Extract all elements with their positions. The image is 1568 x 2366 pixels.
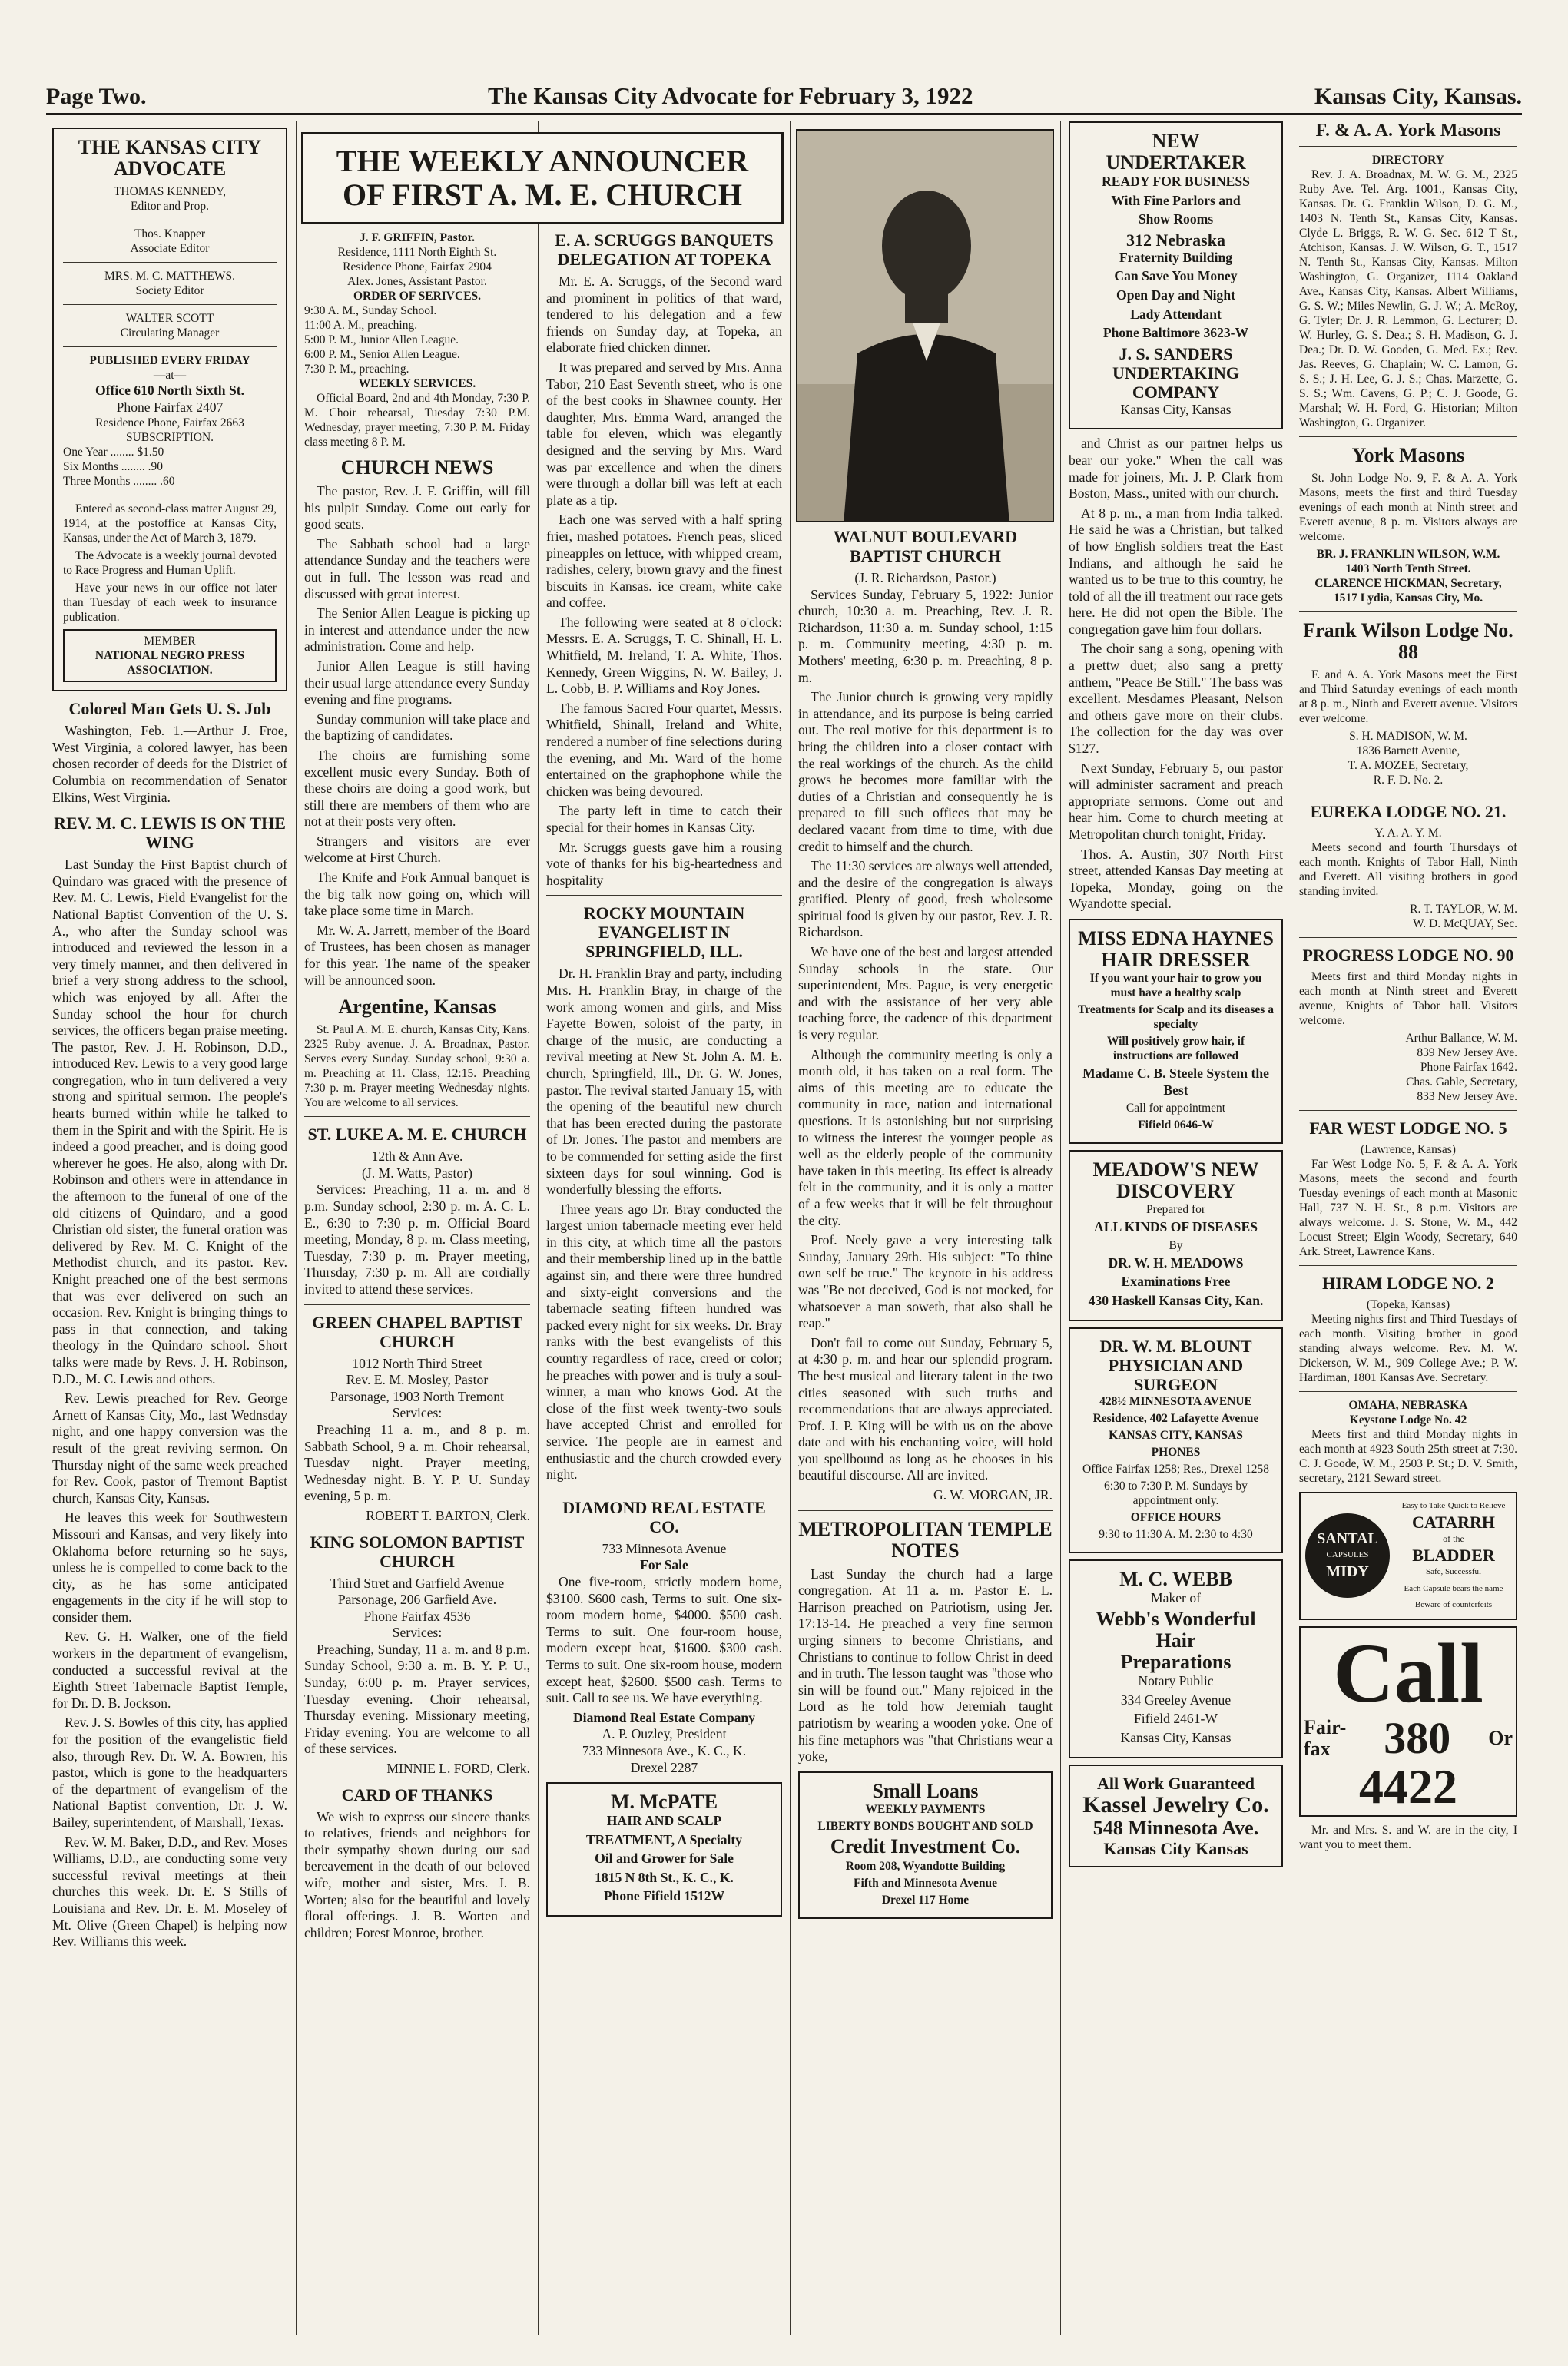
ad-line: Open Day and Night	[1116, 287, 1235, 303]
article-body: Preaching 11 a. m., and 8 p. m. Sabbath School, 9 a. m. Choir rehearsal, Tuesday night. Prayer meeting, Wednesday night. B. Y. P. U. Sunday evening, 5 p. m.	[304, 1421, 530, 1504]
ad-line: Kansas City Kansas	[1103, 1838, 1248, 1858]
ad-line: With Fine Parlors and	[1111, 192, 1241, 208]
exchange-line: Fair-	[1304, 1715, 1347, 1738]
article-paragraph: Junior Allen League is still having their usual large attendance every Sunday evening and fine programs.	[304, 658, 530, 707]
lodge-officer: T. A. MOZEE, Secretary,	[1348, 758, 1469, 772]
phone-number: 4422	[1359, 1758, 1457, 1814]
ad-line: 334 Greeley Avenue	[1120, 1692, 1232, 1708]
lodge-text: F. and A. A. York Masons meet the First and Third Saturday evenings of each month at 8 p. m., Ninth and Everett avenue. Visitors ever welcome.	[1299, 668, 1517, 725]
paper-location: Kansas City, Kansas.	[1314, 84, 1522, 109]
services-label: Services:	[392, 1405, 443, 1421]
ad-headline: DIAMOND REAL ESTATE CO.	[562, 1497, 766, 1536]
call-exchange	[1304, 1717, 1346, 1760]
announcer-banner	[301, 132, 784, 224]
lodge-officer: 1517 Lydia, Kansas City, Mo.	[1333, 591, 1483, 605]
phone-number: 380	[1384, 1712, 1451, 1763]
section-headline: F. & A. A. York Masons	[1315, 121, 1501, 141]
member-label: MEMBER	[144, 635, 196, 648]
ad-line: ALL KINDS OF DISEASES	[1094, 1219, 1258, 1235]
lodge-text: St. John Lodge No. 9, F. & A. A. York Masons, meets the first and third Tuesday evenings of each month at Ninth street and Everett avenue, 8 p. m. Visitors always are welcome.	[1299, 471, 1517, 543]
ad-line: 428½ MINNESOTA AVENUE	[1099, 1394, 1252, 1408]
article-paragraph: The following were seated at 8 o'clock: Messrs. E. A. Scruggs, T. C. Shinall, H. L. Whitfield, M. Ireland, T. A. White, Thos. Kennedy, Green Wiggins, N. W. Bailey, J. L. Cobb, B. P. Williams and Roy Jones.	[546, 614, 782, 697]
press-association-name: NATIONAL NEGRO PRESS ASSOCIATION.	[94, 649, 245, 678]
blount-ad	[1069, 1327, 1283, 1553]
clerk-signature: ROBERT T. BARTON, Clerk.	[366, 1507, 530, 1523]
article-paragraph: At 8 p. m., a man from India talked. He said he was a Christian, but talked of how English soldiers treat the East Indians, and although he said he wanted us to be true to this country, he told of all the ill treatment our race gets here. He did not open the Bible. The congregation gave him four dollars.	[1069, 505, 1283, 637]
article-headline: E. A. SCRUGGS BANQUETS DELEGATION AT TOPEKA	[555, 230, 774, 269]
weekly-services: Official Board, 2nd and 4th Monday, 7:30 P. M. Choir rehearsal, Tuesday 7:30 P.M. Wednesday, prayer meeting, 7:30 P. M. Friday class meeting 8 P. M.	[304, 392, 530, 449]
lodge-text: Far West Lodge No. 5, F. & A. A. York Masons, meets the second and fourth Tuesday evenings of each month at Masonic Hall, 737 N. H. St., 8 p.m. Visitors are always welcome. J. S. Stone, W. M., 442 Locust Street; Elgin Woody, Secretary, 640 Ark. Street, Lawrence Kans.	[1299, 1157, 1517, 1258]
article-paragraph: The Senior Allen League is picking up in interest and attendance under the new administration. Come and help.	[304, 605, 530, 654]
article-paragraph: Don't fail to come out Sunday, February 5, at 4:30 p. m. and hear our splendid program. The best musical and literary talent in the two cities seasoned with such truths and recommendations that are always appreciated. Prof. J. P. King will be with us on the above date and with his enchanting voice, will hold you spellbound as long as he chooses in his beautiful discourse. All are invited.	[798, 1334, 1053, 1483]
or-label: Or	[1488, 1726, 1513, 1749]
ad-line: of the	[1443, 1533, 1464, 1544]
pastor-portrait-image	[796, 129, 1054, 522]
press-association-box	[63, 629, 277, 682]
ad-line: KANSAS CITY, KANSAS	[1109, 1428, 1243, 1442]
lodge-officer: CLARENCE HICKMAN, Secretary,	[1314, 576, 1502, 590]
ad-name: M. McPATE	[610, 1791, 718, 1814]
staff-line: Editor and Prop.	[130, 200, 210, 213]
service-time: 9:30 A. M., Sunday School.	[304, 304, 437, 317]
call-ad	[1299, 1626, 1517, 1817]
article-paragraph: Dr. H. Franklin Bray and party, including Mrs. H. Franklin Bray, in charge of the work among women and girls, and Miss Fayette Bowen, soloist of the party, in charge of the music, are conducting a revival meeting at New St. John A. M. E. church, Springfield, Ill., Dr. G. W. Jones, pastor. The revival started January 15, with the opening of the beautiful new church that has been erected during the pastorate of Dr. Jones. The pastor and members are to be commended for setting aside the first sixteen days for soul winning. God is wonderfully blessing the efforts.	[546, 966, 782, 1198]
webb-ad	[1069, 1559, 1283, 1758]
masthead	[46, 83, 1522, 115]
church-address: 1012 North Third Street	[352, 1355, 482, 1371]
loans-ad	[798, 1771, 1053, 1919]
exchange-line: fax	[1304, 1737, 1331, 1760]
article-paragraph: Mr. Scruggs guests gave him a rousing vote of thanks for his big-heartedness and hospitality	[546, 839, 782, 888]
ad-line: 1815 N 8th St., K. C., K.	[595, 1869, 734, 1885]
article-headline: METROPOLITAN TEMPLE NOTES	[798, 1517, 1053, 1562]
church-phone: Phone Fairfax 4536	[363, 1608, 471, 1624]
haynes-ad	[1069, 919, 1283, 1144]
article-body: Preaching, Sunday, 11 a. m. and 8 p.m. Sunday School, 9:30 a. m. B. Y. P. U., Sunday, 6:00 p. m. Prayer services, Tuesday evening. Choir rehearsal, Thursday evening. Missionary meeting, Friday evening. You are welcome to all of these services.	[304, 1641, 530, 1757]
ad-name: M. C. WEBB	[1119, 1567, 1232, 1590]
staff-line: Society Editor	[135, 284, 204, 297]
column-2	[298, 230, 536, 2335]
article-paragraph: The Junior church is growing very rapidly in attendance, and its purpose is being carried out. The real motive for this department is to bring the children into a closer contact with the real workings of the church. As the child grows he becomes more familiar with the duties of a Christian and consequently he is prepared to fill such offices that may be declared vacant from time to time, with due credit to himself and the church.	[798, 689, 1053, 854]
lodge-officer: Chas. Gable, Secretary,	[1406, 1075, 1517, 1089]
paper-mission: The Advocate is a weekly journal devoted to Race Progress and Human Uplift.	[63, 549, 277, 578]
ad-line: WEEKLY PAYMENTS	[865, 1802, 986, 1816]
ad-line: TREATMENT, A Specialty	[585, 1831, 743, 1847]
ad-line: By	[1169, 1238, 1183, 1252]
ad-line: 430 Haskell Kansas City, Kan.	[1088, 1292, 1264, 1308]
paper-title: The Kansas City Advocate for February 3, 1922	[488, 82, 973, 109]
ad-line: Phone Baltimore 3623-W	[1102, 325, 1249, 341]
ad-line: Phone Fifield 1512W	[603, 1888, 725, 1904]
ad-line: Oil and Grower for Sale	[595, 1851, 734, 1867]
ad-headline: Small Loans	[872, 1779, 979, 1802]
lodge-subheading: Y. A. A. Y. M.	[1374, 826, 1442, 840]
article-paragraph: The 11:30 services are always well attended, and the desire of the congregation is always gratified. Plenty of good, fresh wholesome spiritual food is given by our pastor, Rev. J. R. Richardson.	[798, 858, 1053, 940]
article-body: Washington, Feb. 1.—Arthur J. Froe, West Virginia, a colored lawyer, has been chosen recorder of deeds for the District of Columbia on recommendation of Senator Elkins, West Virginia.	[52, 723, 287, 805]
staff-line: Associate Editor	[130, 242, 210, 255]
ad-signature: Drexel 2287	[630, 1759, 698, 1775]
column-rule	[538, 121, 539, 2335]
santal-ad	[1299, 1492, 1517, 1620]
church-parsonage: Parsonage, 1903 North Tremont	[330, 1388, 504, 1404]
article-paragraph: and Christ as our partner helps us bear our yoke." When the call was made for joiners, Mr. J. P. Clark from Boston, Mass., united with our church.	[1069, 436, 1283, 502]
lodge-headline: EUREKA LODGE NO. 21.	[1310, 801, 1507, 821]
lodge-subheading: Keystone Lodge No. 42	[1349, 1413, 1467, 1427]
staff-line: Phone Fairfax 2407	[116, 399, 224, 415]
article-body: Last Sunday the church had a large congregation. At 11 a. m. Pastor E. L. Harrison preached on Patriotism, using Jer. 17:13-14. He preached a very fine sermon urging sinners to become Christians, and Christians to continue to follow Christ in deed and in truth. The lesson taught was "those who sin will be found out." Many rejoiced in the Lord as he told how Jeremiah taught patriotism by wearing a wooden yoke. One of his fine metaphors was "that Christians wear a yoke,	[798, 1566, 1053, 1765]
ad-line: NEW	[1152, 130, 1200, 152]
ad-address: 733 Minnesota Avenue	[602, 1540, 727, 1556]
ad-signature: Diamond Real Estate Company	[572, 1709, 756, 1725]
staff-line: Office 610 North Sixth St.	[94, 383, 244, 398]
ad-name: Credit Investment Co.	[830, 1834, 1021, 1857]
column-rule	[790, 121, 791, 2335]
ad-line: Webb's Wonderful	[1096, 1608, 1256, 1631]
lodge-officer: 839 New Jersey Ave.	[1417, 1045, 1517, 1059]
ad-headline: MISS EDNA HAYNES HAIR DRESSER	[1078, 926, 1274, 971]
ad-line: Safe, Successful	[1425, 1566, 1482, 1576]
ad-line: 312 Nebraska	[1126, 230, 1225, 250]
article-paragraph: Each one was served with a half spring frier, mashed potatoes. French peas, sliced pineapples on lettuce, with whipped cream, radishes, celery, brown gravy and the finest biscuits in Kansas. ice cream, white cake and coffee.	[546, 512, 782, 611]
ad-headline: DR. W. M. BLOUNT PHYSICIAN AND SURGEON	[1099, 1336, 1252, 1394]
article-paragraph: Rev. Lewis preached for Rev. George Arnett of Kansas City, Mo., last Wednsday night, and one happy conversion was the result of the great reviving sermon. On Thursday night of the same week preached for Rev. Cook, pastor of Tremont Baptist church, Kansas City, Kansas.	[52, 1390, 287, 1506]
lodge-text: Meeting nights first and Third Tuesdays of each month. Visiting brother in good standing always welcome. Rev. M. W. Dickerson, W. M., 909 College Ave.; P. W. Hardiman, 1801 Kansas Ave. Secretary.	[1299, 1312, 1517, 1384]
service-time: 11:00 A. M., preaching.	[304, 319, 418, 332]
ad-line: Kansas City, Kansas	[1120, 401, 1232, 417]
article-headline: KING SOLOMON BAPTIST CHURCH	[310, 1532, 525, 1571]
ad-line: HAIR AND SCALP	[606, 1813, 722, 1829]
article-paragraph: Prof. Neely gave a very interesting talk Sunday, January 29th. His subject: "To thine own self be true." The keynote in his address was "Be not deceived, God is not mocked, for whatsoever a man soweth, that also shall he reap."	[798, 1232, 1053, 1331]
lodge-officer: R. F. D. No. 2.	[1373, 773, 1444, 787]
ad-signature: 733 Minnesota Ave., K. C., K.	[582, 1742, 747, 1758]
article-headline: CARD OF THANKS	[341, 1784, 493, 1804]
lodge-text: Meets second and fourth Thursdays of each month. Knights of Tabor Hall, Ninth and Everett. All visiting brothers in good standing invited.	[1299, 840, 1517, 898]
ad-line: Fraternity Building	[1119, 249, 1233, 265]
ad-line: READY FOR BUSINESS	[1102, 174, 1250, 189]
ad-line: LIBERTY BONDS BOUGHT AND SOLD	[817, 1819, 1033, 1833]
staff-line: —at—	[153, 369, 187, 382]
column-6	[1293, 121, 1523, 2335]
church-pastor: (J. M. Watts, Pastor)	[362, 1165, 472, 1181]
service-time: 5:00 P. M., Junior Allen League.	[304, 333, 459, 346]
church-address: 12th & Ann Ave.	[371, 1148, 463, 1165]
church-address: Third Stret and Garfield Avenue	[330, 1575, 505, 1591]
article-paragraph: Strangers and visitors are ever welcome at First Church.	[304, 833, 530, 866]
ad-subheading: For Sale	[640, 1557, 688, 1573]
lodge-headline: PROGRESS LODGE NO. 90	[1302, 945, 1514, 965]
article-paragraph: The Knife and Fork Annual banquet is the big talk now going on, which will take place some time in March.	[304, 870, 530, 919]
ad-line: 9:30 to 11:30 A. M. 2:30 to 4:30	[1099, 1527, 1253, 1541]
santal-capsule-badge	[1305, 1513, 1390, 1598]
ad-line: Maker of	[1151, 1589, 1201, 1606]
lodge-officer: 833 New Jersey Ave.	[1417, 1089, 1517, 1103]
ad-line: Easy to Take-Quick to Relieve	[1401, 1500, 1506, 1510]
weekly-heading: WEEKLY SERVICES.	[358, 377, 476, 390]
article-paragraph: We have one of the best and largest attended Sunday schools in the state. Our superintendent, Mrs. Pague, is very energetic and with the assistance of her very able teaching force, the cadence of this department is very regular.	[798, 944, 1053, 1043]
ad-line: COMPANY	[1132, 382, 1220, 402]
pastor-residence: Residence, 1111 North Eighth St.	[337, 246, 497, 259]
article-headline: GREEN CHAPEL BAPTIST CHURCH	[312, 1312, 522, 1351]
church-pastor: Rev. E. M. Mosley, Pastor	[346, 1372, 489, 1388]
church-pastor: (J. R. Richardson, Pastor.)	[854, 570, 996, 585]
article-headline: Colored Man Gets U. S. Job	[68, 699, 271, 719]
ad-line: Room 208, Wyandotte Building	[845, 1859, 1006, 1873]
ad-line: Kansas City, Kansas	[1120, 1729, 1232, 1745]
santal-copy	[1396, 1498, 1511, 1614]
staff-line: Thos. Knapper	[134, 227, 206, 240]
article-paragraph: The pastor, Rev. J. F. Griffin, will fill his pulpit Sunday. Come out early for good seats.	[304, 483, 530, 532]
lodge-headline: FAR WEST LODGE NO. 5	[1309, 1118, 1507, 1138]
ad-line: Fifth and Minnesota Avenue	[853, 1876, 998, 1890]
ad-line: 6:30 to 7:30 P. M. Sundays by appointment only.	[1104, 1479, 1248, 1507]
column-5	[1062, 121, 1289, 2335]
staff-line: WALTER SCOTT	[125, 312, 214, 325]
ad-line: All Work Guaranteed	[1097, 1773, 1255, 1793]
portrait-illustration	[797, 131, 1054, 522]
article-paragraph: Rev. G. H. Walker, one of the field workers in the department of evangelism, conducted a successful revival at the Eighth Street Tabernacle Baptist Temple, for Dr. D. B. Jockson.	[52, 1629, 287, 1711]
call-word: Call	[1333, 1625, 1483, 1720]
article-body: Services: Preaching, 11 a. m. and 8 p.m. Sunday school, 2:30 p. m. A. C. L. E., 6:30 to 7:30 p. m. Official Board meeting, Monday, 8 p. m. Class meeting, Tuesday, 7:30 p. m. Prayer meeting, Thursday, 7:30 p. m. All are cordially invited to attend these services.	[304, 1181, 530, 1297]
ad-line: Office Fairfax 1258; Res., Drexel 1258	[1082, 1462, 1269, 1476]
ad-line: 548 Minnesota Ave.	[1092, 1816, 1259, 1839]
ad-line: CATARRH	[1412, 1513, 1495, 1533]
mailing-notice: Entered as second-class matter August 29, 1914, at the postoffice at Kansas City, Kansas, under the Act of March 3, 1879.	[63, 502, 277, 545]
column-4	[792, 527, 1059, 2335]
article-paragraph: Last Sunday the First Baptist church of Quindaro was graced with the presence of Rev. M. C. Lewis, Field Evangelist for the National Baptist Convention of the U. S. A., who after the Sunday school was introduced and reviewed the lesson in a very timely manner, and then delivered in brief a very strong address to the school, which was enjoyed by all. After the Sunday school the hour for church services, the officers began praise meeting. The pastor, Rev. J. H. Robinson, D.D., introduced Rev. Lewis to a very good large congregation, who in turn delivered a very strong and spiritual sermon. The people's hearts burned within while he talked to them in the Spirit and with the Spirit. He is indeed a good preacher, and is doing good wherever he goes. He also, along with Dr. Robinson and others were in attendance in the afternoon to the funeral of one of the old citizens of Quindaro, and a good Christian old sister, the funeral oration was delivered by Rev. M. C. Knight of the Methodist church, and its pastor. Rev. Knight preached one of the best sermons that was ever delivered on such an occasion. Rev. Knight is bringing things to pass in that connection, and taking theology in the Quindaro school. Short talks were made by Revs. J. H. Robinson, D.D., M. C. Lewis and others.	[52, 857, 287, 1387]
article-headline: WALNUT BOULEVARD BAPTIST CHURCH	[833, 527, 1018, 565]
lodge-officer: S. H. MADISON, W. M.	[1349, 729, 1467, 743]
column-rule	[1060, 121, 1061, 2335]
pastor-name: J. F. GRIFFIN, Pastor.	[360, 231, 475, 244]
column-rule	[296, 121, 297, 2335]
staff-box	[52, 128, 287, 691]
ad-line: Treatments for Scalp and its diseases a specialty	[1078, 1002, 1274, 1031]
meadows-ad	[1069, 1150, 1283, 1321]
lodge-officer: 1403 North Tenth Street.	[1345, 562, 1471, 575]
ad-line: Prepared for	[1145, 1203, 1206, 1217]
brand-name: MIDY	[1326, 1562, 1369, 1580]
ad-line: Beware of counterfeits	[1414, 1600, 1493, 1610]
ad-line: Madame C. B. Steele System the Best	[1082, 1065, 1269, 1098]
banner-line: THE WEEKLY ANNOUNCER	[336, 144, 749, 178]
rate-line: Three Months ........ .60	[63, 475, 175, 489]
ad-line: Residence, 402 Lafayette Avenue	[1092, 1411, 1259, 1425]
mcpate-ad	[546, 1782, 782, 1917]
article-headline: REV. M. C. LEWIS IS ON THE WING	[54, 814, 286, 853]
ad-line: Preparations	[1120, 1651, 1232, 1674]
kassel-ad	[1069, 1765, 1283, 1867]
article-paragraph: Sunday communion will take place and the baptizing of candidates.	[304, 711, 531, 744]
article-paragraph: Services Sunday, February 5, 1922: Junior church, 10:30 a. m. Preaching, Rev. J. R. Richardson, 11:30 a. m. Sunday school, 1:15 p. m. Community meeting, 4:30 p. m. Mothers' meeting, 6:30 p. m. Preaching, 8 p. m.	[798, 586, 1053, 685]
closing-note: Mr. and Mrs. S. and W. are in the city, I want you to meet them.	[1299, 1823, 1517, 1851]
banner-line: OF FIRST A. M. E. CHURCH	[342, 177, 743, 212]
ad-line: Lady Attendant	[1130, 306, 1222, 322]
article-paragraph: The Sabbath school had a large attendance Sunday and the teachers were out in full. The lesson was read and discussed with great interest.	[304, 535, 530, 601]
ad-line: DR. W. H. MEADOWS	[1108, 1254, 1244, 1271]
lodge-officer: 1836 Barnett Avenue,	[1356, 744, 1460, 757]
article-paragraph: Thos. A. Austin, 307 North First street, attended Kansas Day meeting at Topeka, Monday, going on the Wyandotte special.	[1069, 846, 1283, 912]
ad-line: Fifield 2461-W	[1134, 1711, 1218, 1727]
article-paragraph: The choirs are furnishing some excellent music every Sunday. Both of these choirs are doing a good work, but still there are members of them who are not at their posts very often.	[304, 747, 530, 830]
staff-title: THE KANSAS CITY ADVOCATE	[78, 136, 262, 180]
undertaker-ad	[1069, 121, 1283, 429]
pastor-phone: Residence Phone, Fairfax 2904	[343, 260, 492, 273]
assistant-pastor: Alex. Jones, Assistant Pastor.	[347, 275, 487, 288]
news-deadline: Have your news in our office not later than Tuesday of each week to insurance publication.	[63, 582, 277, 625]
rate-line: One Year ........ $1.50	[63, 446, 164, 459]
lodge-headline: HIRAM LODGE NO. 2	[1322, 1273, 1494, 1293]
page-number: Page Two.	[46, 84, 147, 109]
lodge-headline: Frank Wilson Lodge No. 88	[1303, 618, 1513, 663]
staff-line: SUBSCRIPTION.	[125, 431, 214, 445]
column-1	[46, 121, 293, 2335]
article-paragraph: The party left in time to catch their special for their homes in Kansas City.	[546, 803, 782, 835]
rate-line: Six Months ........ .90	[63, 460, 164, 474]
staff-line: MRS. M. C. MATTHEWS.	[104, 270, 236, 283]
service-time: 6:00 P. M., Senior Allen League.	[304, 348, 460, 361]
article-paragraph: The choir sang a song, opening with a prettw duet; also sang a pretty anthem, "Peace Be Still." The bass was excellent. Mesdames Pleasant, Nelson and others gave more on their clubs. The collection for the day was over $127.	[1069, 641, 1283, 757]
lodge-officer: R. T. TAYLOR, W. M.	[1410, 902, 1517, 916]
staff-line: Circulating Manager	[120, 326, 220, 340]
services-label: Services:	[392, 1625, 443, 1641]
article-paragraph: Rev. W. M. Baker, D.D., and Rev. Moses Williams, D.D., are conducting some very successful revival meetings at their churches this week. Dr. E. S Stills of Louisiana and Rev. Dr. E. M. Moseley of Mt. Olive (Green Chapel) is helping now Rev. Williams this week.	[52, 1834, 287, 1950]
staff-line: PUBLISHED EVERY FRIDAY	[89, 354, 250, 367]
lodge-text: Meets first and third Monday nights in each month at 4923 South 25th street at 7:30. C. J. Goode, W. M., 2503 P. St.; D. V. Smith, secretary, 2121 Seward street.	[1299, 1427, 1517, 1485]
lodge-officer: W. D. McQUAY, Sec.	[1413, 916, 1517, 930]
ad-line: UNDERTAKER	[1106, 151, 1246, 174]
lodge-officer: Phone Fairfax 1642.	[1420, 1060, 1517, 1074]
article-headline: CHURCH NEWS	[340, 456, 494, 479]
ad-headline: MEADOW'S NEW DISCOVERY	[1092, 1158, 1259, 1203]
ad-line: Fifield 0646-W	[1138, 1118, 1214, 1132]
ad-line: Call for appointment	[1125, 1102, 1226, 1115]
article-body: St. Paul A. M. E. church, Kansas City, Kans. 2325 Ruby avenue. J. A. Broadnax, Pastor. Serves every Sunday. Sunday school, 9:30 a. m. Preaching at 11. Class, 12:15. Preaching 7:30 p. m. Prayer meeting Wednesday nights. You are welcome to all services.	[304, 1023, 530, 1110]
article-paragraph: It was prepared and served by Mrs. Anna Tabor, 210 East Seventh street, who is one of the best cooks in Shawnee county. Her daughter, Mrs. Emma Ward, arranged the table for eleven, which was elegantly designed and the serving by Mrs. Ward was par excellence and when the diners were through a dollar bill was left at each plate as a tip.	[546, 359, 782, 508]
article-signature: G. W. MORGAN, JR.	[933, 1487, 1053, 1503]
article-paragraph: The famous Sacred Four quartet, Messrs. Whitfield, Shinall, Ireland and White, rendered a number of fine selections during the evening, and Mr. Ward of the home entertained on the graphophone while the chicken was being devoured.	[546, 700, 782, 799]
lodge-text: Meets first and third Monday nights in each month at Ninth street and Everett avenue, Knights of Tabor hall. Visitors welcome.	[1299, 969, 1517, 1027]
column-3	[540, 230, 788, 2335]
service-time: 7:30 P. M., preaching.	[304, 363, 409, 376]
church-parsonage: Parsonage, 206 Garfield Ave.	[337, 1592, 497, 1608]
ad-line: Examinations Free	[1121, 1274, 1231, 1290]
ad-line: BLADDER	[1412, 1546, 1495, 1566]
staff-line: THOMAS KENNEDY,	[113, 185, 227, 198]
article-paragraph: Rev. J. S. Bowles of this city, has applied for the position of the evangelistic field also, through Rev. Dr. W. A. Bowren, his pastor, which is gone to the headquarters of the department of evangelism of the National Baptist convention, Dr. J. W. Bailey, superintendent, of Marshall, Texas.	[52, 1715, 287, 1830]
lodge-officer: Arthur Ballance, W. M.	[1405, 1031, 1517, 1045]
ad-line: Drexel 117 Home	[881, 1893, 970, 1907]
article-paragraph: Mr. E. A. Scruggs, of the Second ward and prominent in politics of that ward, tendered to his delegation and a few friends on Sunday day, at Topeka, an elaborate fried chicken dinner.	[546, 273, 782, 356]
ad-line: PHONES	[1151, 1445, 1201, 1459]
lodge-officer: BR. J. FRANKLIN WILSON, W.M.	[1316, 547, 1500, 561]
article-paragraph: Next Sunday, February 5, our pastor will administer sacrament and preach appropriate sermons. Come out and hear him. Come to church meeting at Metropolitan church tonight, Friday.	[1069, 760, 1283, 842]
article-paragraph: He leaves this week for Southwestern Missouri and Kansas, and very likely into Oklahoma before returning so he says, unless he is compelled to come back to the city, as he has some anticipated engagements in the city if he will stop to consider them.	[52, 1509, 287, 1625]
lodge-subheading: (Lawrence, Kansas)	[1361, 1142, 1456, 1156]
directory-text: Rev. J. A. Broadnax, M. W. G. M., 2325 Ruby Ave. Tel. Arg. 1001., Kansas City, Kansas. Dr. G. Franklin Wilson, D. G. M., 1403 N. Tenth St., Kansas City, Kansas. Clyde L. Briggs, R. W. G. Sec. 612 T St., Atchison, Kansas. J. W. Wilson, G. T., 1517 N. Tenth St., Kansas City, Kansas. Milton Washington, G. Organizer, 1114 Oakland Ave., Kansas City, Kansas. Albert Williams, G. S. W.; Miles Newlin, G. J. W.; A. McRoy, G. Tyler; Dr. J. R. Lemmon, G. Lecturer; D. W. Hurley, G. S. Dea.; S. H. Madison, G. J. Dea.; Dr. D. W. Gooden, G. Med. Ex.; Rev. Jas. Reeves, G. Chaplain; W. C. Lamon, G. S. S.; J. H. Lee, G. J. S.; Chas. Marzette, G. S. S.; Wm. Cavens, G. P.; C. J. Goode, G. Marshal; W. H. Ford, G. Historian; Milton Washington, G. Organizer.	[1299, 167, 1517, 429]
ad-line: UNDERTAKING	[1112, 363, 1240, 383]
lodge-headline: OMAHA, NEBRASKA	[1348, 1398, 1468, 1412]
ad-line: J. S. SANDERS	[1119, 343, 1233, 363]
ad-line: Show Rooms	[1138, 211, 1214, 227]
call-numbers	[1304, 1712, 1513, 1763]
directory-label: DIRECTORY	[1372, 153, 1444, 167]
article-paragraph: Three years ago Dr. Bray conducted the largest union tabernacle meeting ever held in this city, at which time all the pastors and their membership lined up in the battle against sin, and there were three hundred and sixty-eight conversions and the tabernacle seating fifteen hundred was packed every night for six weeks. Dr. Bray ranks with the best evangelists of this country regardless of race, creed or color; he preaches with power and is truly a soul-winner, a man who knows God. At the close of the first week twenty-two souls have accepted Christ and enrolled for service. The people are in earnest and enthusiastic and the church crowded every night.	[546, 1201, 782, 1483]
lodge-headline: York Masons	[1351, 443, 1465, 466]
ad-line: Kassel Jewelry Co.	[1082, 1791, 1269, 1818]
article-headline: ST. LUKE A. M. E. CHURCH	[307, 1125, 527, 1145]
ad-line: OFFICE HOURS	[1130, 1510, 1222, 1524]
brand-caps: CAPSULES	[1326, 1550, 1369, 1560]
ad-line: If you want your hair to grow you must have a healthy scalp	[1089, 971, 1262, 999]
clerk-signature: MINNIE L. FORD, Clerk.	[386, 1761, 530, 1777]
ad-body: One five-room, strictly modern home, $3100. $600 cash, Terms to suit. One six-room modern home, $4000. $500 cash. Terms to suit. One four-room house, modern except heat, $1600. $300 cash. Terms to suit. One six-room house, modern except heat, $2600. $500 cash. Terms to suit. Call to see us. We have everything.	[546, 1573, 782, 1706]
lodge-subheading: (Topeka, Kansas)	[1366, 1297, 1450, 1311]
ad-line: Hair	[1155, 1629, 1196, 1652]
ad-line: Each Capsule bears the name	[1404, 1583, 1503, 1593]
article-body: We wish to express our sincere thanks to relatives, friends and neighbors for their sympathy shown during our sad bereavement in the death of our beloved wife, mother and sister, Mrs. J. B. Worten; also for the beautiful and lovely floral offerings.—J. B. Worten and children; Forest Monroe, brother.	[304, 1808, 530, 1940]
ad-line: Will positively grow hair, if instructions are followed	[1106, 1034, 1245, 1062]
order-heading: ORDER OF SERIVCES.	[353, 290, 482, 303]
ad-signature: A. P. Ouzley, President	[602, 1726, 727, 1742]
ad-line: Notary Public	[1138, 1673, 1214, 1689]
article-paragraph: Although the community meeting is only a month old, it has taken on a real form. The aims of this meeting are to educate the community in race, nation and international questions. It is astonishing but not surprising to witness the interest the younger people as well as the elderly people of the community have taken in this meeting. Its effect is already felt in the community, and it is only a matter of a few weeks that it will be felt throughout the city.	[798, 1046, 1053, 1228]
brand-name: SANTAL	[1317, 1529, 1378, 1547]
staff-line: Residence Phone, Fairfax 2663	[95, 416, 244, 430]
article-paragraph: Mr. W. A. Jarrett, member of the Board of Trustees, has been chosen as manager for this year. The name of the speaker will be announced soon.	[304, 922, 530, 988]
ad-line: Can Save You Money	[1114, 268, 1238, 284]
article-headline: Argentine, Kansas	[338, 996, 496, 1019]
article-headline: ROCKY MOUNTAIN EVANGELIST IN SPRINGFIELD, ILL.	[583, 903, 745, 962]
